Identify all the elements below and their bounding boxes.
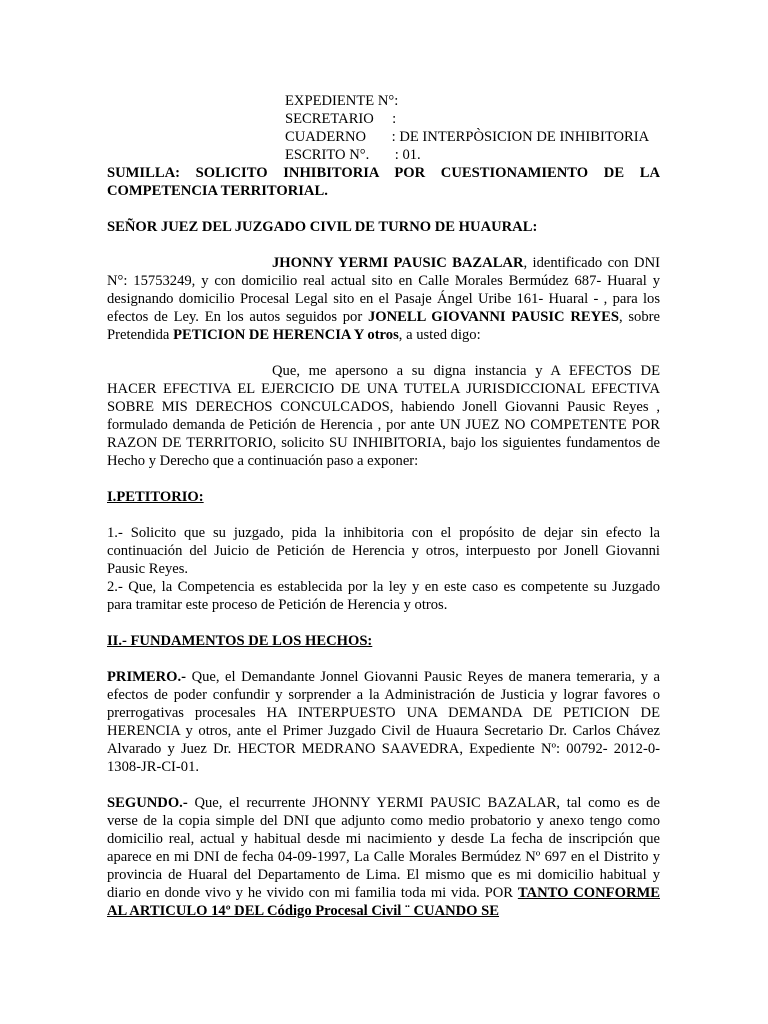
segundo-paragraph: SEGUNDO.- Que, el recurrente JHONNY YERMI PAUSIC BAZALAR, tal como es de verse de la copia simple del DNI que adjunto como medio probatorio y anexo tengo como domicilio real, actual y habitual desde mi nacimiento y desde La fecha de inscripción que aparece en mi DNI de fecha 04-09-1997, La Calle Morales Bermúdez Nº 697 en el Distrito y provincia de Huaral del Departamento de Lima. El mismo que es mi domicilio habitual y diario en donde vivo y he vivido con mi familia toda mi vida. POR TANTO CONFORME AL ARTICULO 14º DEL Código Procesal Civil ¨ CUANDO SE	[107, 795, 660, 919]
sumilla: SUMILLA: SOLICITO INHIBITORIA POR CUESTIONAMIENTO DE LA COMPETENCIA TERRITORIAL.	[107, 165, 660, 199]
addressee: SEÑOR JUEZ DEL JUZGADO CIVIL DE TURNO DE HUAURAL:	[107, 219, 538, 235]
petitorio-heading: I.PETITORIO:	[107, 489, 204, 505]
document-page	[107, 92, 660, 920]
cuaderno-line: CUADERNO : DE INTERPÒSICION DE INHIBITORIA	[285, 129, 650, 145]
escrito-line: ESCRITO N°. : 01.	[285, 147, 421, 163]
secretario-line: SECRETARIO :	[285, 111, 397, 127]
intro-paragraph: JHONNY YERMI PAUSIC BAZALAR, identificado con DNI N°: 15753249, y con domicilio real actual sito en Calle Morales Bermúdez 687- Huaral y designando domicilio Procesal Legal sito en el Pasaje Ángel Uribe 161- Huaral - , para los efectos de Ley. En los autos seguidos por JONELL GIOVANNI PAUSIC REYES, sobre Pretendida PETICION DE HERENCIA Y otros, a usted digo:	[107, 255, 660, 343]
primero-paragraph: PRIMERO.- Que, el Demandante Jonnel Giovanni Pausic Reyes de manera temeraria, y a efectos de poder confundir y sorprender a la Administración de Justicia y lograr favores o prerrogativas procesales HA INTERPUESTO UNA DEMANDA DE PETICION DE HERENCIA y otros, ante el Primer Juzgado Civil de Huaura Secretario Dr. Carlos Chávez Alvarado y Juez Dr. HECTOR MEDRANO SAAVEDRA, Expediente Nº: 00792- 2012-0-1308-JR-CI-01.	[107, 669, 660, 775]
fundamentos-heading: II.- FUNDAMENTOS DE LOS HECHOS:	[107, 633, 373, 649]
que-paragraph: Que, me apersono a su digna instancia y A EFECTOS DE HACER EFECTIVA EL EJERCICIO DE UNA TUTELA JURISDICCIONAL EFECTIVA SOBRE MIS DERECHOS CONCULCADOS, habiendo Jonell Giovanni Pausic Reyes , formulado demanda de Petición de Herencia , por ante UN JUEZ NO COMPETENTE POR RAZON DE TERRITORIO, solicito SU INHIBITORIA, bajo los siguientes fundamentos de Hecho y Derecho que a continuación paso a exponer:	[107, 363, 660, 469]
petitorio-item-2: 2.- Que, la Competencia es establecida por la ley y en este caso es competente su Juzgado para tramitar este proceso de Petición de Herencia y otros.	[107, 579, 660, 613]
petitorio-item-1: 1.- Solicito que su juzgado, pida la inhibitoria con el propósito de dejar sin efecto la continuación del Juicio de Petición de Herencia y otros, interpuesto por Jonell Giovanni Pausic Reyes.	[107, 525, 660, 577]
case-header	[285, 92, 660, 164]
expediente-line: EXPEDIENTE N°:	[285, 93, 399, 109]
